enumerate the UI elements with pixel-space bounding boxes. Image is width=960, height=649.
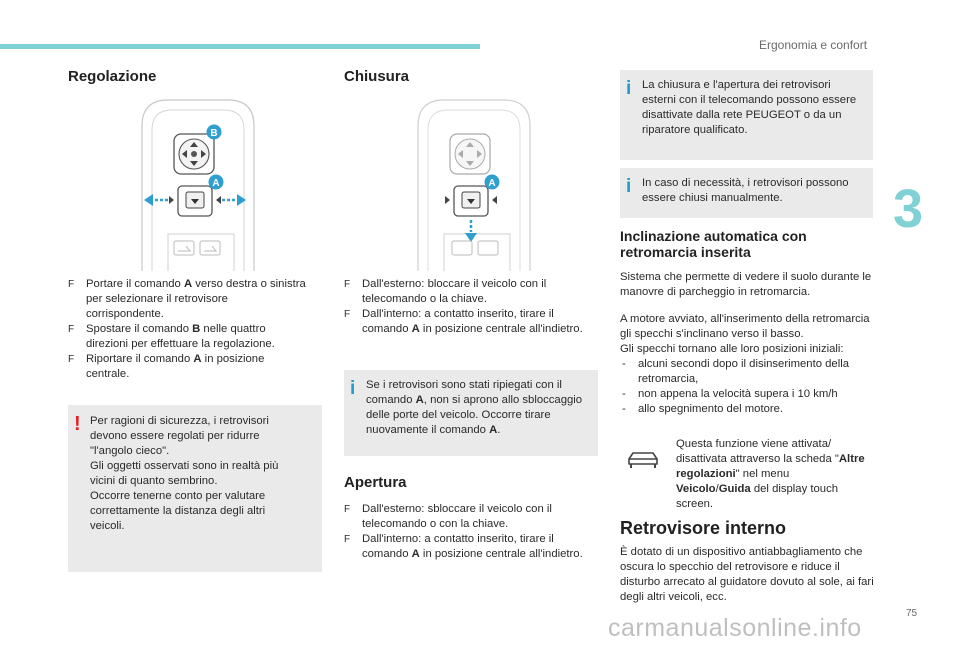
label-b: B <box>210 128 218 139</box>
list-item: F Dall'interno: a contatto inserito, tirare il comando A in posizione centrale all'indietro. <box>344 308 583 335</box>
list-item: - allo spegnimento del motore. <box>622 403 784 415</box>
mirror-control-figure-chiusura <box>414 96 534 271</box>
info-i-icon: i <box>626 176 632 197</box>
chapter-number: 3 <box>893 179 924 239</box>
info-text: La chiusura e l'apertura dei retrovisori esterni con il telecomando possono essere disattivate dalla rete PEUGEOT o da un riparatore qualificato. <box>642 79 857 136</box>
list-item: F Riportare il comando A in posizione centrale. <box>68 353 265 380</box>
list-item: F Dall'esterno: sbloccare il veicolo con il telecomando o con la chiave. <box>344 503 552 530</box>
list-item: F Portare il comando A verso destra o sinistra per selezionare il retrovisore corrispondente. <box>68 278 306 320</box>
bullet-icon: F <box>68 354 75 365</box>
label-a: A <box>212 178 220 189</box>
bullet-icon: F <box>344 309 351 320</box>
regolazione-list <box>68 277 308 382</box>
list-item: F Dall'esterno: bloccare il veicolo con il telecomando o la chiave. <box>344 278 547 305</box>
accent-bar <box>0 44 480 49</box>
list-item: - alcuni secondi dopo il disinserimento della retromarcia, <box>622 358 850 385</box>
info-box-chiusura <box>344 370 598 456</box>
chiusura-list <box>344 277 598 337</box>
info-i-icon: i <box>626 78 632 99</box>
car-icon <box>626 448 660 472</box>
car-note: Questa funzione viene attivata/ disattivata attraverso la scheda "Altre regolazioni" nel menu Veicolo/Guida del display touch screen. <box>676 438 865 510</box>
list-item: F Spostare il comando B nelle quattro direzioni per effettuare la regolazione. <box>68 323 275 350</box>
regolazione-heading: Regolazione <box>68 68 157 85</box>
bullet-icon: F <box>344 504 351 515</box>
mirror-control-figure-regolazione <box>138 96 258 271</box>
label-a: A <box>488 178 496 189</box>
inclinazione-heading: Inclinazione automatica con retromarcia inserita <box>620 228 807 260</box>
warning-text: Per ragioni di sicurezza, i retrovisori devono essere regolati per ridurre "l'angolo cieco". Gli oggetti osservati sono in realtà più vicini di quanto sembrino. Occorre tenerne conto per valutare correttamente la distanza degli altri veicoli. <box>90 415 279 532</box>
inclinazione-p1: Sistema che permette di vedere il suolo durante le manovre di parcheggio in retromarcia. <box>620 271 872 298</box>
watermark: carmanualsonline.info <box>608 614 862 642</box>
retrovisore-interno-heading: Retrovisore interno <box>620 518 787 538</box>
info-i-icon: i <box>350 378 356 399</box>
bullet-icon: F <box>344 279 351 290</box>
warning-exclamation-icon: ! <box>74 413 81 435</box>
list-item: - non appena la velocità supera i 10 km/h <box>622 388 838 400</box>
retrovisore-interno-text: È dotato di un dispositivo antiabbagliamento che oscura lo specchio del retrovisore e riduce il disturbo arrecato al guidatore dovuto al sole, ai fari degli altri veicoli, ecc. <box>620 546 874 603</box>
info-box-manuale <box>620 168 873 218</box>
page-number: 75 <box>906 608 918 619</box>
bullet-icon: F <box>344 534 351 545</box>
info-box-telecomando <box>620 70 873 160</box>
bullet-icon: F <box>68 279 75 290</box>
warning-box <box>68 405 322 572</box>
apertura-heading: Apertura <box>344 474 407 491</box>
info-text: In caso di necessità, i retrovisori possono essere chiusi manualmente. <box>642 177 849 204</box>
bullet-icon: F <box>68 324 75 335</box>
chiusura-heading: Chiusura <box>344 68 410 85</box>
section-title: Ergonomia e confort <box>759 38 868 52</box>
apertura-list <box>344 502 598 562</box>
info-text: Se i retrovisori sono stati ripiegati con il comando A, non si aprono allo sbloccaggio delle porte del veicolo. Occorre tirare nuovamente il comando A. <box>366 379 583 436</box>
inclinazione-p2: A motore avviato, all'inserimento della retromarcia gli specchi s'inclinano verso il basso. Gli specchi tornano alle loro posizioni iniziali: - alcuni secondi dopo il disinserimento della retromarcia, - non appena la velocità supera i 10 km/h - allo spegnimento del motore. <box>620 312 876 417</box>
list-item: F Dall'interno: a contatto inserito, tirare il comando A in posizione centrale all'indietro. <box>344 533 583 560</box>
